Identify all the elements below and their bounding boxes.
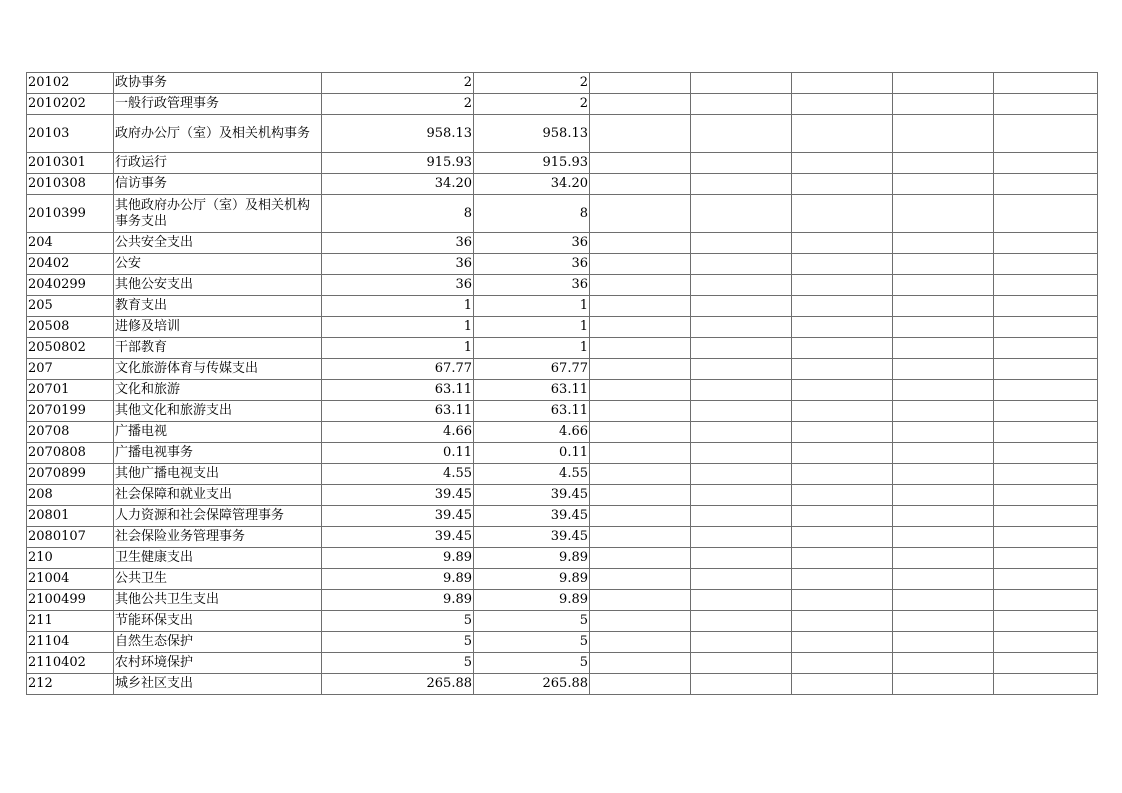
amount-total-cell: 39.45	[322, 506, 474, 527]
empty-cell	[994, 569, 1098, 590]
amount-basic-cell: 5	[474, 632, 590, 653]
empty-cell	[590, 380, 691, 401]
empty-cell	[691, 632, 792, 653]
table-row	[27, 73, 1098, 94]
empty-cell	[792, 338, 893, 359]
empty-cell	[994, 527, 1098, 548]
amount-total-cell: 2	[322, 94, 474, 115]
table-row	[27, 115, 1098, 153]
amount-basic-cell: 1	[474, 317, 590, 338]
amount-basic-cell: 9.89	[474, 548, 590, 569]
empty-cell	[994, 296, 1098, 317]
empty-cell	[893, 338, 994, 359]
empty-cell	[590, 527, 691, 548]
table-row	[27, 94, 1098, 115]
empty-cell	[590, 401, 691, 422]
amount-total-cell: 915.93	[322, 153, 474, 174]
empty-cell	[590, 115, 691, 153]
empty-cell	[893, 569, 994, 590]
empty-cell	[792, 422, 893, 443]
empty-cell	[893, 674, 994, 695]
empty-cell	[691, 674, 792, 695]
account-name-cell: 卫生健康支出	[114, 548, 322, 569]
account-code-cell: 2070808	[27, 443, 114, 464]
empty-cell	[590, 359, 691, 380]
table-row	[27, 590, 1098, 611]
amount-basic-cell: 67.77	[474, 359, 590, 380]
empty-cell	[893, 359, 994, 380]
empty-cell	[792, 296, 893, 317]
empty-cell	[893, 195, 994, 233]
account-code-cell: 205	[27, 296, 114, 317]
empty-cell	[691, 233, 792, 254]
account-name-cell: 其他公共卫生支出	[114, 590, 322, 611]
empty-cell	[691, 590, 792, 611]
empty-cell	[590, 195, 691, 233]
amount-basic-cell: 915.93	[474, 153, 590, 174]
empty-cell	[893, 401, 994, 422]
empty-cell	[893, 73, 994, 94]
empty-cell	[792, 569, 893, 590]
table-row	[27, 174, 1098, 195]
empty-cell	[792, 359, 893, 380]
empty-cell	[590, 275, 691, 296]
amount-total-cell: 63.11	[322, 401, 474, 422]
account-name-cell: 政协事务	[114, 73, 322, 94]
account-name-cell: 广播电视	[114, 422, 322, 443]
account-name-cell: 文化和旅游	[114, 380, 322, 401]
account-code-cell: 212	[27, 674, 114, 695]
empty-cell	[691, 401, 792, 422]
account-name-cell: 教育支出	[114, 296, 322, 317]
empty-cell	[691, 527, 792, 548]
table-row	[27, 485, 1098, 506]
table-row	[27, 611, 1098, 632]
empty-cell	[691, 443, 792, 464]
amount-total-cell: 265.88	[322, 674, 474, 695]
amount-basic-cell: 39.45	[474, 506, 590, 527]
amount-basic-cell: 958.13	[474, 115, 590, 153]
empty-cell	[590, 422, 691, 443]
amount-total-cell: 63.11	[322, 380, 474, 401]
account-name-cell: 行政运行	[114, 153, 322, 174]
empty-cell	[590, 548, 691, 569]
empty-cell	[994, 485, 1098, 506]
empty-cell	[691, 73, 792, 94]
empty-cell	[792, 653, 893, 674]
empty-cell	[691, 548, 792, 569]
account-name-cell: 一般行政管理事务	[114, 94, 322, 115]
empty-cell	[691, 653, 792, 674]
account-code-cell: 20508	[27, 317, 114, 338]
empty-cell	[994, 548, 1098, 569]
empty-cell	[590, 590, 691, 611]
amount-total-cell: 34.20	[322, 174, 474, 195]
account-name-cell: 社会保险业务管理事务	[114, 527, 322, 548]
amount-total-cell: 2	[322, 73, 474, 94]
empty-cell	[792, 401, 893, 422]
account-code-cell: 2010301	[27, 153, 114, 174]
empty-cell	[590, 94, 691, 115]
empty-cell	[691, 275, 792, 296]
table-row	[27, 153, 1098, 174]
amount-total-cell: 9.89	[322, 590, 474, 611]
empty-cell	[994, 653, 1098, 674]
empty-cell	[792, 548, 893, 569]
account-code-cell: 20701	[27, 380, 114, 401]
empty-cell	[691, 296, 792, 317]
empty-cell	[994, 443, 1098, 464]
amount-total-cell: 36	[322, 275, 474, 296]
empty-cell	[792, 254, 893, 275]
empty-cell	[590, 153, 691, 174]
account-name-cell: 文化旅游体育与传媒支出	[114, 359, 322, 380]
empty-cell	[691, 94, 792, 115]
empty-cell	[590, 632, 691, 653]
amount-basic-cell: 2	[474, 73, 590, 94]
empty-cell	[691, 153, 792, 174]
empty-cell	[792, 590, 893, 611]
account-code-cell: 210	[27, 548, 114, 569]
empty-cell	[792, 233, 893, 254]
account-name-cell: 信访事务	[114, 174, 322, 195]
empty-cell	[691, 359, 792, 380]
empty-cell	[792, 275, 893, 296]
account-name-cell: 其他文化和旅游支出	[114, 401, 322, 422]
account-name-cell: 其他广播电视支出	[114, 464, 322, 485]
empty-cell	[893, 443, 994, 464]
account-code-cell: 2110402	[27, 653, 114, 674]
empty-cell	[994, 506, 1098, 527]
table-row	[27, 464, 1098, 485]
table-row	[27, 674, 1098, 695]
empty-cell	[691, 338, 792, 359]
table-body	[27, 73, 1098, 695]
empty-cell	[893, 153, 994, 174]
empty-cell	[893, 464, 994, 485]
empty-cell	[590, 506, 691, 527]
empty-cell	[691, 174, 792, 195]
empty-cell	[994, 73, 1098, 94]
empty-cell	[893, 296, 994, 317]
empty-cell	[893, 254, 994, 275]
table-row	[27, 296, 1098, 317]
table-row	[27, 548, 1098, 569]
empty-cell	[792, 94, 893, 115]
table-row	[27, 506, 1098, 527]
account-name-cell: 农村环境保护	[114, 653, 322, 674]
amount-total-cell: 4.55	[322, 464, 474, 485]
account-name-cell: 其他公安支出	[114, 275, 322, 296]
empty-cell	[691, 422, 792, 443]
table-row	[27, 338, 1098, 359]
empty-cell	[994, 611, 1098, 632]
empty-cell	[590, 73, 691, 94]
amount-basic-cell: 34.20	[474, 174, 590, 195]
amount-total-cell: 958.13	[322, 115, 474, 153]
empty-cell	[792, 527, 893, 548]
empty-cell	[893, 506, 994, 527]
empty-cell	[792, 195, 893, 233]
amount-total-cell: 1	[322, 317, 474, 338]
account-code-cell: 2100499	[27, 590, 114, 611]
amount-total-cell: 1	[322, 338, 474, 359]
empty-cell	[994, 153, 1098, 174]
account-code-cell: 20103	[27, 115, 114, 153]
empty-cell	[994, 401, 1098, 422]
empty-cell	[792, 485, 893, 506]
account-code-cell: 2010308	[27, 174, 114, 195]
account-name-cell: 社会保障和就业支出	[114, 485, 322, 506]
empty-cell	[893, 527, 994, 548]
table-row	[27, 233, 1098, 254]
account-code-cell: 208	[27, 485, 114, 506]
empty-cell	[994, 590, 1098, 611]
amount-basic-cell: 36	[474, 275, 590, 296]
account-code-cell: 2010202	[27, 94, 114, 115]
empty-cell	[994, 275, 1098, 296]
amount-total-cell: 36	[322, 254, 474, 275]
amount-total-cell: 0.11	[322, 443, 474, 464]
empty-cell	[691, 485, 792, 506]
table-row	[27, 422, 1098, 443]
empty-cell	[994, 338, 1098, 359]
account-code-cell: 2040299	[27, 275, 114, 296]
empty-cell	[590, 443, 691, 464]
amount-basic-cell: 1	[474, 338, 590, 359]
empty-cell	[792, 73, 893, 94]
amount-total-cell: 5	[322, 632, 474, 653]
empty-cell	[994, 317, 1098, 338]
account-name-cell: 自然生态保护	[114, 632, 322, 653]
empty-cell	[893, 174, 994, 195]
amount-total-cell: 8	[322, 195, 474, 233]
empty-cell	[994, 422, 1098, 443]
amount-basic-cell: 265.88	[474, 674, 590, 695]
account-name-cell: 节能环保支出	[114, 611, 322, 632]
account-code-cell: 2070199	[27, 401, 114, 422]
empty-cell	[691, 195, 792, 233]
table-row	[27, 254, 1098, 275]
empty-cell	[893, 653, 994, 674]
amount-basic-cell: 39.45	[474, 485, 590, 506]
empty-cell	[792, 632, 893, 653]
account-name-cell: 公安	[114, 254, 322, 275]
empty-cell	[792, 380, 893, 401]
empty-cell	[590, 233, 691, 254]
account-code-cell: 2080107	[27, 527, 114, 548]
account-code-cell: 204	[27, 233, 114, 254]
empty-cell	[792, 174, 893, 195]
empty-cell	[792, 464, 893, 485]
empty-cell	[590, 464, 691, 485]
account-name-cell: 广播电视事务	[114, 443, 322, 464]
empty-cell	[994, 94, 1098, 115]
amount-basic-cell: 0.11	[474, 443, 590, 464]
account-code-cell: 2070899	[27, 464, 114, 485]
empty-cell	[893, 485, 994, 506]
empty-cell	[994, 115, 1098, 153]
amount-basic-cell: 2	[474, 94, 590, 115]
empty-cell	[893, 611, 994, 632]
empty-cell	[893, 380, 994, 401]
table-row	[27, 380, 1098, 401]
amount-basic-cell: 4.66	[474, 422, 590, 443]
empty-cell	[691, 464, 792, 485]
empty-cell	[792, 506, 893, 527]
empty-cell	[590, 296, 691, 317]
empty-cell	[994, 464, 1098, 485]
amount-total-cell: 67.77	[322, 359, 474, 380]
empty-cell	[691, 611, 792, 632]
account-name-cell: 其他政府办公厅（室）及相关机构事务支出	[114, 195, 322, 233]
empty-cell	[994, 380, 1098, 401]
empty-cell	[590, 174, 691, 195]
empty-cell	[691, 254, 792, 275]
table-row	[27, 317, 1098, 338]
table-row	[27, 275, 1098, 296]
account-code-cell: 20708	[27, 422, 114, 443]
amount-basic-cell: 5	[474, 611, 590, 632]
account-code-cell: 21104	[27, 632, 114, 653]
account-name-cell: 城乡社区支出	[114, 674, 322, 695]
amount-basic-cell: 39.45	[474, 527, 590, 548]
empty-cell	[994, 254, 1098, 275]
empty-cell	[994, 632, 1098, 653]
account-code-cell: 20102	[27, 73, 114, 94]
amount-total-cell: 9.89	[322, 548, 474, 569]
empty-cell	[590, 611, 691, 632]
empty-cell	[691, 115, 792, 153]
empty-cell	[691, 380, 792, 401]
account-code-cell: 2050802	[27, 338, 114, 359]
amount-total-cell: 39.45	[322, 527, 474, 548]
empty-cell	[792, 674, 893, 695]
empty-cell	[994, 359, 1098, 380]
table-row	[27, 527, 1098, 548]
amount-basic-cell: 36	[474, 254, 590, 275]
empty-cell	[893, 115, 994, 153]
empty-cell	[994, 674, 1098, 695]
amount-basic-cell: 63.11	[474, 401, 590, 422]
amount-basic-cell: 8	[474, 195, 590, 233]
amount-basic-cell: 9.89	[474, 590, 590, 611]
empty-cell	[691, 506, 792, 527]
account-code-cell: 21004	[27, 569, 114, 590]
empty-cell	[590, 653, 691, 674]
account-code-cell: 207	[27, 359, 114, 380]
empty-cell	[893, 317, 994, 338]
table-row	[27, 401, 1098, 422]
table-row	[27, 569, 1098, 590]
empty-cell	[893, 590, 994, 611]
account-name-cell: 公共安全支出	[114, 233, 322, 254]
account-code-cell: 2010399	[27, 195, 114, 233]
amount-total-cell: 5	[322, 653, 474, 674]
empty-cell	[893, 275, 994, 296]
account-name-cell: 公共卫生	[114, 569, 322, 590]
amount-basic-cell: 5	[474, 653, 590, 674]
empty-cell	[994, 233, 1098, 254]
amount-total-cell: 9.89	[322, 569, 474, 590]
empty-cell	[590, 317, 691, 338]
empty-cell	[590, 674, 691, 695]
budget-table	[26, 72, 1098, 695]
empty-cell	[792, 443, 893, 464]
empty-cell	[893, 94, 994, 115]
account-name-cell: 政府办公厅（室）及相关机构事务	[114, 115, 322, 153]
amount-total-cell: 4.66	[322, 422, 474, 443]
amount-total-cell: 39.45	[322, 485, 474, 506]
account-name-cell: 进修及培训	[114, 317, 322, 338]
empty-cell	[590, 485, 691, 506]
table-row	[27, 632, 1098, 653]
empty-cell	[691, 317, 792, 338]
empty-cell	[893, 632, 994, 653]
account-name-cell: 干部教育	[114, 338, 322, 359]
empty-cell	[893, 233, 994, 254]
account-code-cell: 211	[27, 611, 114, 632]
amount-basic-cell: 1	[474, 296, 590, 317]
empty-cell	[590, 338, 691, 359]
amount-total-cell: 36	[322, 233, 474, 254]
table-row	[27, 359, 1098, 380]
amount-basic-cell: 63.11	[474, 380, 590, 401]
amount-basic-cell: 36	[474, 233, 590, 254]
empty-cell	[792, 317, 893, 338]
empty-cell	[893, 548, 994, 569]
amount-total-cell: 5	[322, 611, 474, 632]
empty-cell	[792, 611, 893, 632]
table-row	[27, 443, 1098, 464]
empty-cell	[792, 153, 893, 174]
account-code-cell: 20402	[27, 254, 114, 275]
empty-cell	[792, 115, 893, 153]
table-row	[27, 653, 1098, 674]
account-code-cell: 20801	[27, 506, 114, 527]
empty-cell	[691, 569, 792, 590]
amount-basic-cell: 4.55	[474, 464, 590, 485]
table-row	[27, 195, 1098, 233]
empty-cell	[590, 254, 691, 275]
amount-basic-cell: 9.89	[474, 569, 590, 590]
empty-cell	[994, 174, 1098, 195]
amount-total-cell: 1	[322, 296, 474, 317]
empty-cell	[590, 569, 691, 590]
account-name-cell: 人力资源和社会保障管理事务	[114, 506, 322, 527]
empty-cell	[893, 422, 994, 443]
empty-cell	[994, 195, 1098, 233]
